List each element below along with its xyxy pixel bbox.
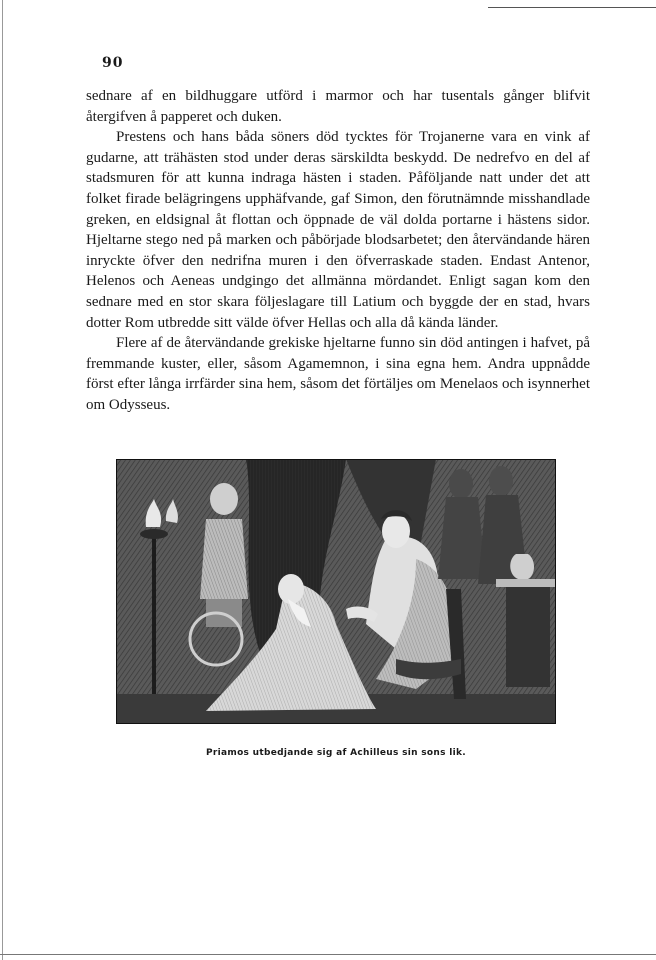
paragraph-3: Flere af de återvändande grekiske hjeltarne funno sin död antingen i hafvet, på fremmande kuster, eller, såsom Agamemnon, i sina egna hem. Andra uppnådde först efter långa irrfärder sina hem, såsom det förtäljes om Menelaos och isynnerhet om Odysseus.: [86, 335, 590, 413]
background-figure: [449, 469, 473, 499]
engraving-illustration: [116, 459, 556, 724]
table: [496, 579, 556, 587]
helmet: [210, 483, 238, 515]
left-edge-rule: [2, 0, 3, 960]
engraving-artwork: [116, 459, 556, 724]
body-text: [86, 86, 590, 416]
top-edge-rule: [488, 7, 656, 8]
illustration-caption: Priamos utbedjande sig af Achilleus sin sons lik.: [206, 748, 466, 758]
bottom-edge-rule: [0, 954, 656, 955]
paragraph-1: sednare af en bildhuggare utförd i marmor och har tusentals gånger blifvit återgifven å papperet och duken.: [86, 88, 590, 125]
candelabrum: [152, 534, 156, 709]
priam-head: [278, 574, 304, 604]
achilles-head: [382, 514, 410, 548]
paragraph-2: Prestens och hans båda söners död tycktes för Trojanerne vara en vink af gudarne, att trähästen stod under deras särskildta beskydd. De nedrefvo en del af stadsmuren för att kunna indraga hästen i staden. Påföljande natt under det att folket firade belägringens upphäfvande, gaf Simon, den förutnämnde misshandlade greken, en eldsignal åt flottan och öppnade de väl dolda portarne i hästens sidor. Hjeltarne stego ned på marken och påbörjade blodsarbetet; den återvändande hären inryckte öfver den nedrifna muren i den öfverraskade staden. Endast Antenor, Helenos och Aeneas undgingo det allmänna mördandet. Enligt sagan kom den sednare med en stor skara följeslagare till Latium och byggde der en stad, hvars dotter Rom utbredde sitt välde öfver Hellas och alla då kända länder.: [86, 129, 590, 331]
vessel: [510, 554, 534, 579]
page-number: 90: [102, 55, 124, 71]
